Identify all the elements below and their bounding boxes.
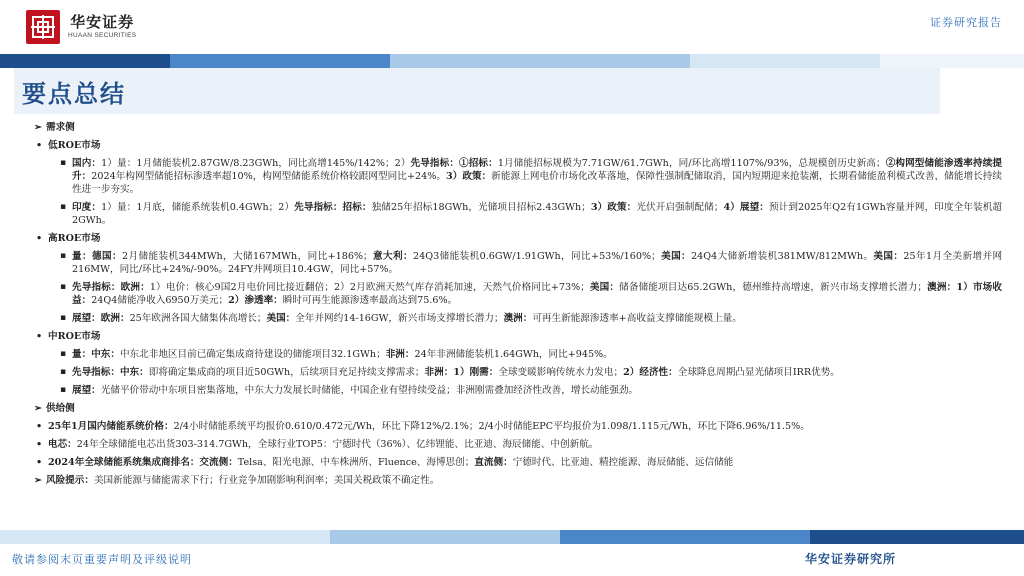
risk-warning: ➢ 风险提示：美国新能源与储能需求下行；行业竞争加剧影响利润率；美国关税政策不确定性。 — [34, 475, 440, 486]
demand-section-heading: ➢ 需求侧 — [34, 122, 75, 133]
page-title: 要点总结 — [22, 79, 126, 108]
high-roe-outlook: ▪ 展望：欧洲：25年欧洲各国大储集体高增长；美国：全年并网约14-16GW，新兴市场支撑增长潜力；澳洲：可再生新能源渗透率+高收益支撑储能规模上量。 — [34, 312, 1002, 325]
supply-cells: • 电芯：24年全球储能电芯出货303-314.7GWh，全球行业TOP5：宁德时代（36%）、亿纬锂能、比亚迪、海辰储能、中创新航。 — [34, 438, 1002, 451]
high-roe-volume: ▪ 量：德国：2月储能装机344MWh，大储167MWh，同比+186%；意大利：24Q3储能装机0.6GW/1.91GWh，同比+53%/160%；美国：24Q4大储新增装机381MW/812MWh。美国：25年1月全美新增并网216MW，同比/环比+24%/-90%。24FY并网项目10.4GW，同比+57%。 — [34, 250, 1002, 276]
high-roe-heading: • 高ROE市场 — [34, 232, 1002, 245]
report-type-label: 证券研究报告 — [930, 16, 1002, 29]
mid-roe-heading: • 中ROE市场 — [34, 330, 1002, 343]
low-roe-india: ▪ 印度：1）量：1月底，储能系统装机0.4GWh；2）先导指标：招标：独储25年招标18GWh，光储项目招标2.43GWh；3）政策：光伏开启强制配储；4）展望：预计到2025年Q2有1GWh容量并网，印度全年装机超2GWh。 — [34, 201, 1002, 227]
mid-roe-volume: ▪ 量：中东：中东北非地区目前已确定集成商待建设的储能项目32.1GWh；非洲：24年非洲储能装机1.64GWh，同比+945%。 — [34, 348, 1002, 361]
logo-emblem-icon — [26, 10, 60, 44]
low-roe-heading: • 低ROE市场 — [34, 139, 1002, 152]
logo-english-name: HUAAN SECURITIES — [68, 32, 137, 39]
low-roe-domestic: ▪ 国内：1）量：1月储能装机2.87GW/8.23GWh，同比高增145%/142%；2）先导指标：①招标：1月储能招标规模为7.71GW/61.7GWh，同/环比高增1107%/93%，总规模创历史新高；②构网型储能渗透率持续提升：2024年构网型储能招标渗透率超10%，构网型储能系统价格较跟网型同比+24%。3）政策：新能源上网电价市场化改革落地，保障性强制配储取消，国内短期迎来抢装潮，长期看储能盈利模式改善，储能增长持续性进一步夯实。 — [34, 157, 1002, 196]
footer-institute-name: 华安证券研究所 — [804, 552, 896, 566]
summary-content — [34, 121, 1002, 492]
high-roe-leading-indicators: ▪ 先导指标：欧洲：1）电价：核心9国2月电价同比接近翻倍；2）2月欧洲天然气库存消耗加速，天然气价格同比+73%；美国：储备储能项目达65.2GWh，德州维持高增速，新兴市场支撑增长潜力；澳洲：1）市场收益：24Q4储能净收入6950万美元；2）渗透率：瞬时可再生能源渗透率最高达到75.6%。 — [34, 281, 1002, 307]
title-bar — [14, 68, 940, 114]
mid-roe-leading-indicators: ▪ 先导指标：中东：即将确定集成商的项目近50GWh，后续项目充足持续支撑需求；非洲：1）刚需：全球变暖影响传统水力发电；2）经济性：全球降息周期凸显光储项目IRR优势。 — [34, 366, 1002, 379]
title-bar-accent — [940, 68, 1024, 114]
header-decor-band — [0, 54, 1024, 68]
footer-decor-band — [0, 530, 1024, 544]
supply-section-heading: ➢ 供给侧 — [34, 403, 75, 414]
footer-disclaimer: 敬请参阅末页重要声明及评级说明 — [12, 553, 192, 566]
mid-roe-outlook: ▪ 展望：光储平价带动中东项目密集落地，中东大力发展长时储能，中国企业有望持续受益；非洲刚需叠加经济性改善，增长动能强劲。 — [34, 384, 1002, 397]
company-logo — [26, 10, 136, 44]
logo-chinese-name: 华安证券 — [70, 13, 135, 31]
supply-integrator-ranking: • 2024年全球储能系统集成商排名：交流侧：Telsa、阳光电源、中车株洲所、Fluence、海博思创；直流侧：宁德时代、比亚迪、精控能源、海辰储能、远信储能 — [34, 456, 1002, 469]
supply-price: • 25年1月国内储能系统价格：2/4小时储能系统平均报价0.610/0.472元/Wh，环比下降12%/2.1%；2/4小时储能EPC平均报价为1.098/1.115元/Wh，环比下降6.96%/11.5%。 — [34, 420, 1002, 433]
